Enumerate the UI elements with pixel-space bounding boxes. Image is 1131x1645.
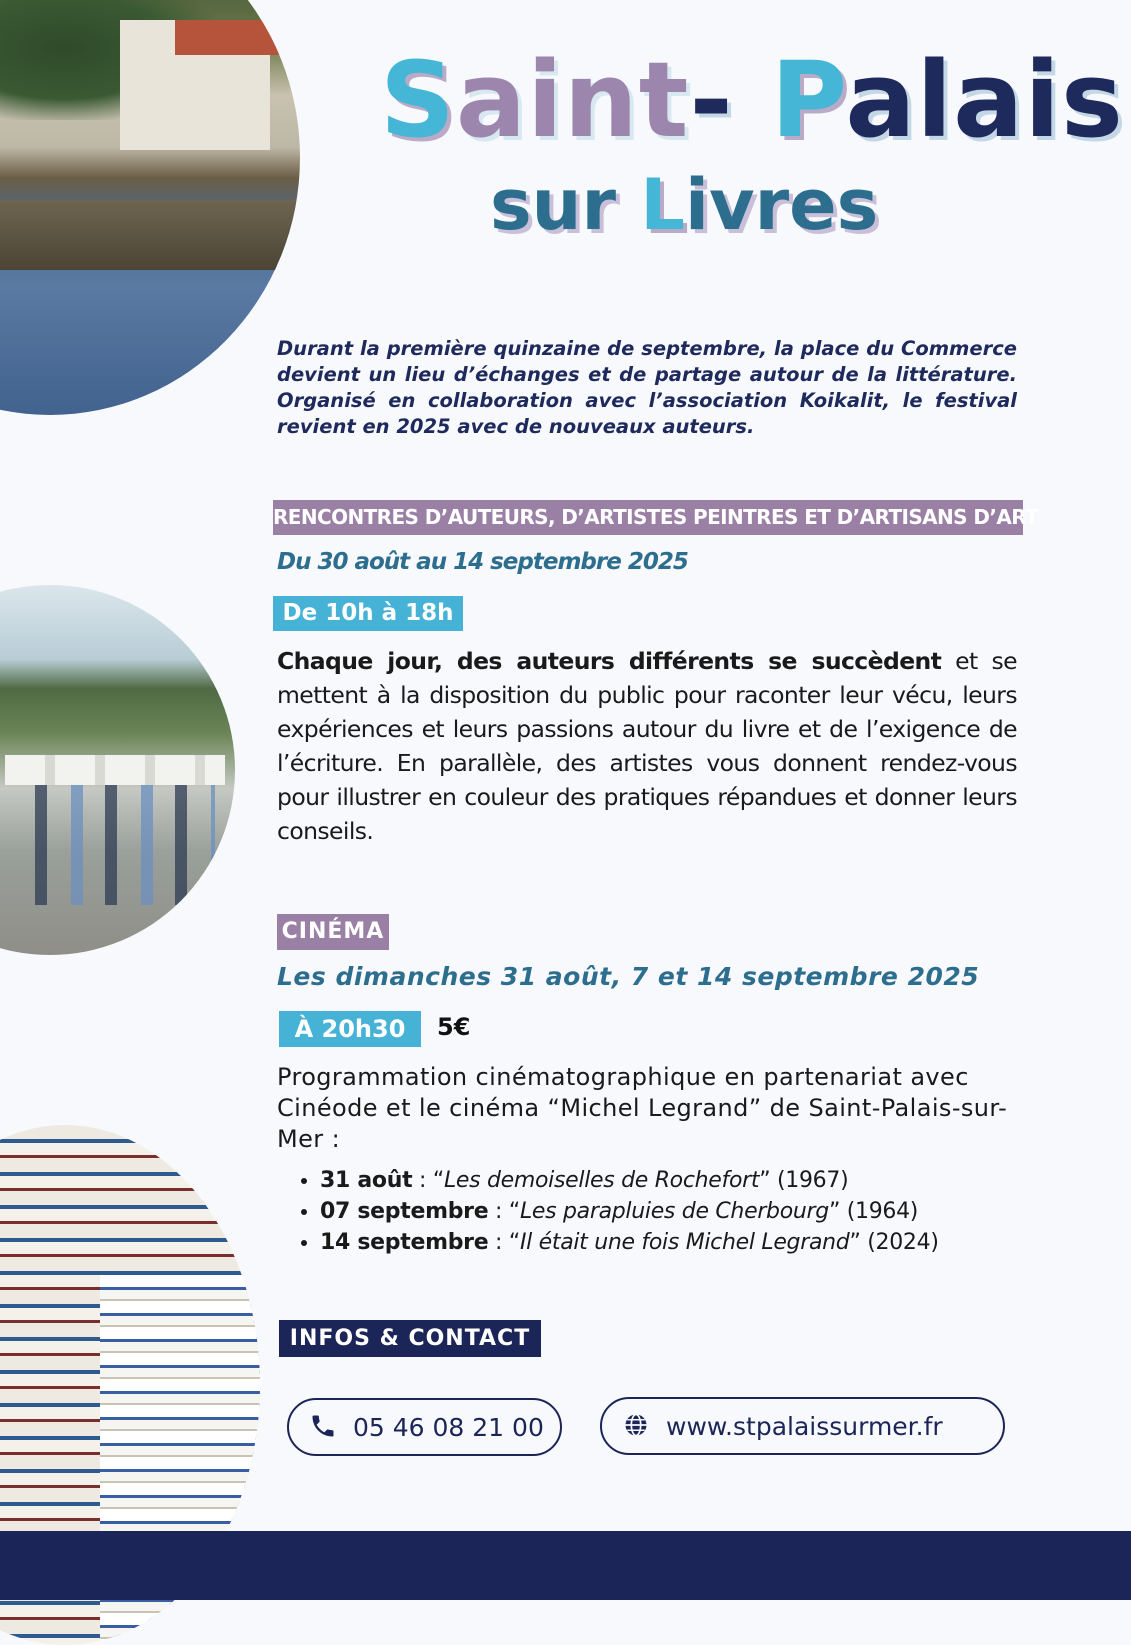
rencontres-lead: Chaque jour, des auteurs différents se succèdent [277,647,942,675]
film-item: • 07 septembre : “Les parapluies de Cherbourg” (1964) [320,1196,1040,1227]
festival-title [380,39,1124,250]
website-url: www.stpalaissurmer.fr [666,1411,943,1441]
cinema-price: 5€ [437,1013,471,1041]
film-item: • 14 septembre : “Il était une fois Michel Legrand” (2024) [320,1227,1040,1258]
seaside-house-photo [0,0,300,415]
rencontres-text: et se mettent à la disposition du public pour raconter leur vécu, leurs expériences et leurs passions autour du livre et de l’exigence de l’écriture. En parallèle, des artistes vous donnent rendez-vous pour illustrer en couleur des pratiques répandues et donner leurs conseils. [277,647,1017,845]
title-line-2: sur Livres [490,164,879,246]
footer-band [0,1531,1131,1600]
rencontres-heading: RENCONTRES D’AUTEURS, D’ARTISTES PEINTRES ET D’ARTISANS D’ART [273,500,1023,535]
cinema-time: À 20h30 [279,1011,421,1047]
film-list [295,1165,1040,1258]
cinema-heading: CINÉMA [277,914,389,950]
cinema-description: Programmation cinématographique en partenariat avec Cinéode et le cinéma “Michel Legrand” de Saint-Palais-sur-Mer : [277,1063,1008,1153]
rencontres-description [277,644,1017,848]
rencontres-hours: De 10h à 18h [273,596,463,631]
phone-icon [309,1412,339,1442]
phone-number: 05 46 08 21 00 [353,1412,544,1442]
book-fair-photo [0,585,235,955]
cinema-dates: Les dimanches 31 août, 7 et 14 septembre 2025 [277,962,980,991]
infos-contact-heading: INFOS & CONTACT [279,1320,541,1357]
website-contact[interactable] [600,1397,1005,1455]
intro-paragraph: Durant la première quinzaine de septembre, la place du Commerce devient un lieu d’échanges et de partage autour de la littérature. Organisé en collaboration avec l’association Koikalit, le festival revient en 2025 avec de nouveaux auteurs. [277,337,1017,438]
globe-icon [622,1411,652,1441]
phone-contact[interactable] [287,1398,562,1456]
film-item: • 31 août : “Les demoiselles de Rochefort” (1967) [320,1165,1040,1196]
rencontres-dates: Du 30 août au 14 septembre 2025 [277,549,688,575]
title-line-1: Saint- Palais [380,39,1124,161]
